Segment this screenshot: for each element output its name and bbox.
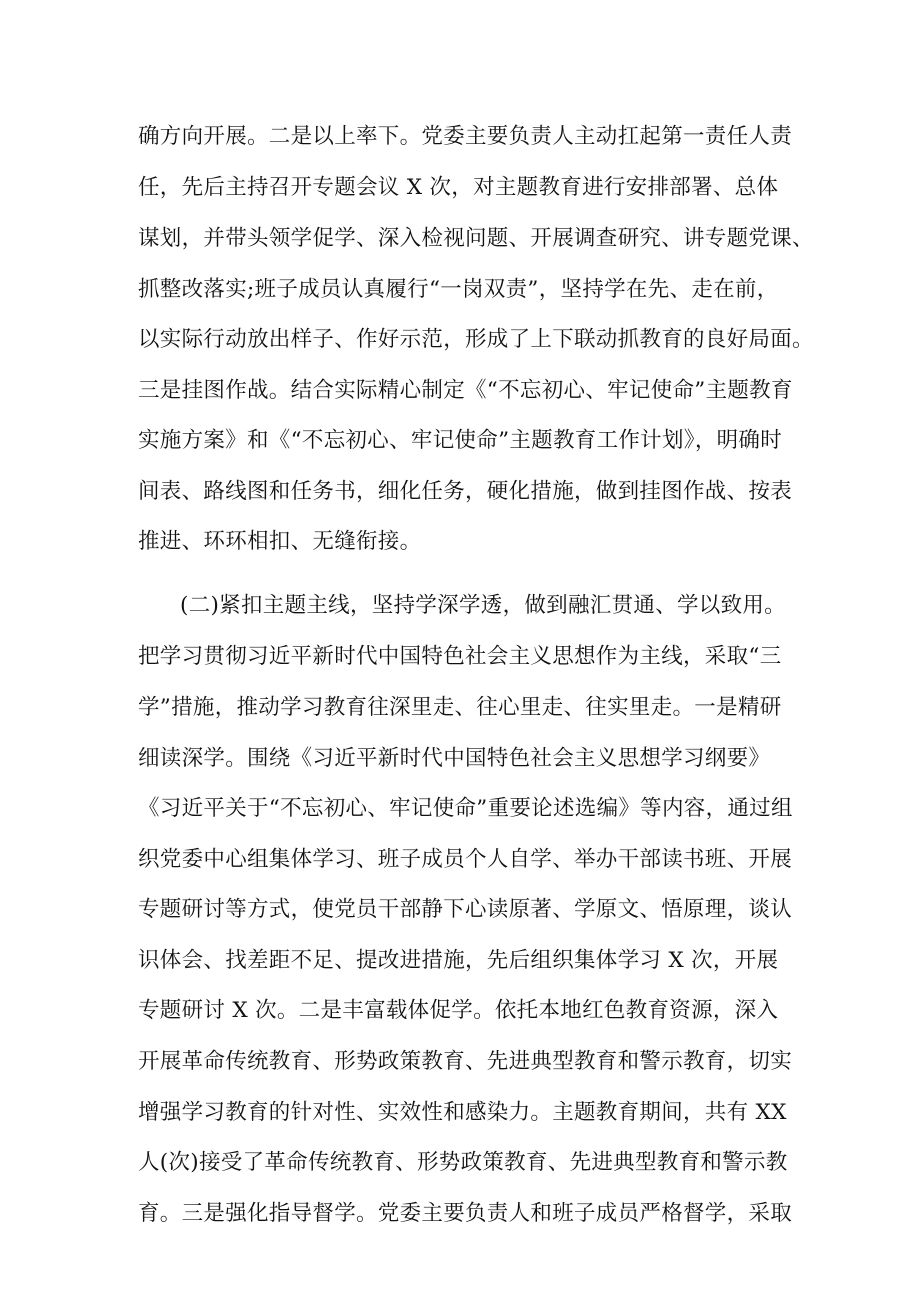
text-line: 抓整改落实;班子成员认真履行“一岗双责”，坚持学在先、走在前， [138, 277, 779, 302]
text-line: 间表、路线图和任务书，细化任务，硬化措施，做到挂图作战、按表 [138, 479, 793, 504]
text-line: 育。三是强化指导督学。党委主要负责人和班子成员严格督学，采取 [138, 1201, 793, 1226]
text-line: 人(次)接受了革命传统教育、形势政策教育、先进典型教育和警示教 [138, 1150, 788, 1175]
text-line: 以实际行动放出样子、作好示范，形成了上下联动抓教育的良好局面。 [138, 327, 814, 352]
text-line: 专题研讨 X 次。二是丰富载体促学。依托本地红色教育资源，深入 [138, 998, 779, 1023]
text-line: 推进、环环相扣、无缝衔接。 [138, 529, 422, 554]
text-line: 确方向开展。二是以上率下。党委主要负责人主动扛起第一责任人责 [138, 124, 793, 149]
text-line: 谋划，并带头领学促学、深入检视问题、开展调查研究、讲专题党课、 [138, 226, 814, 251]
text-line: 实施方案》和《“不忘初心、牢记使命”主题教育工作计划》，明确时 [138, 428, 783, 453]
text-line: 把学习贯彻习近平新时代中国特色社会主义思想作为主线，采取“三 [138, 644, 782, 669]
text-line: 细读深学。围绕《习近平新时代中国特色社会主义思想学习纲要》 [138, 746, 771, 771]
text-line: 三是挂图作战。结合实际精心制定《“不忘初心、牢记使命”主题教育 [138, 378, 793, 403]
text-line: 专题研讨等方式，使党员干部静下心读原著、学原文、悟原理，谈认 [138, 897, 793, 922]
text-line: 织党委中心组集体学习、班子成员个人自学、举办干部读书班、开展 [138, 847, 793, 872]
text-line: 增强学习教育的针对性、实效性和感染力。主题教育期间，共有 XX [138, 1100, 787, 1125]
text-line: 任，先后主持召开专题会议 X 次，对主题教育进行安排部署、总体 [138, 175, 779, 200]
text-line: 识体会、找差距不足、提改进措施，先后组织集体学习 X 次，开展 [138, 948, 779, 973]
section-heading: (二)紧扣主题主线，坚持学深学透，做到融汇贯通、学以致用。 [180, 593, 786, 618]
text-line: 《习近平关于“不忘初心、牢记使命”重要论述选编》等内容，通过组 [138, 796, 793, 821]
text-line: 开展革命传统教育、形势政策教育、先进典型教育和警示教育，切实 [138, 1049, 793, 1074]
text-line: 学”措施，推动学习教育往深里走、往心里走、往实里走。一是精研 [138, 695, 782, 720]
